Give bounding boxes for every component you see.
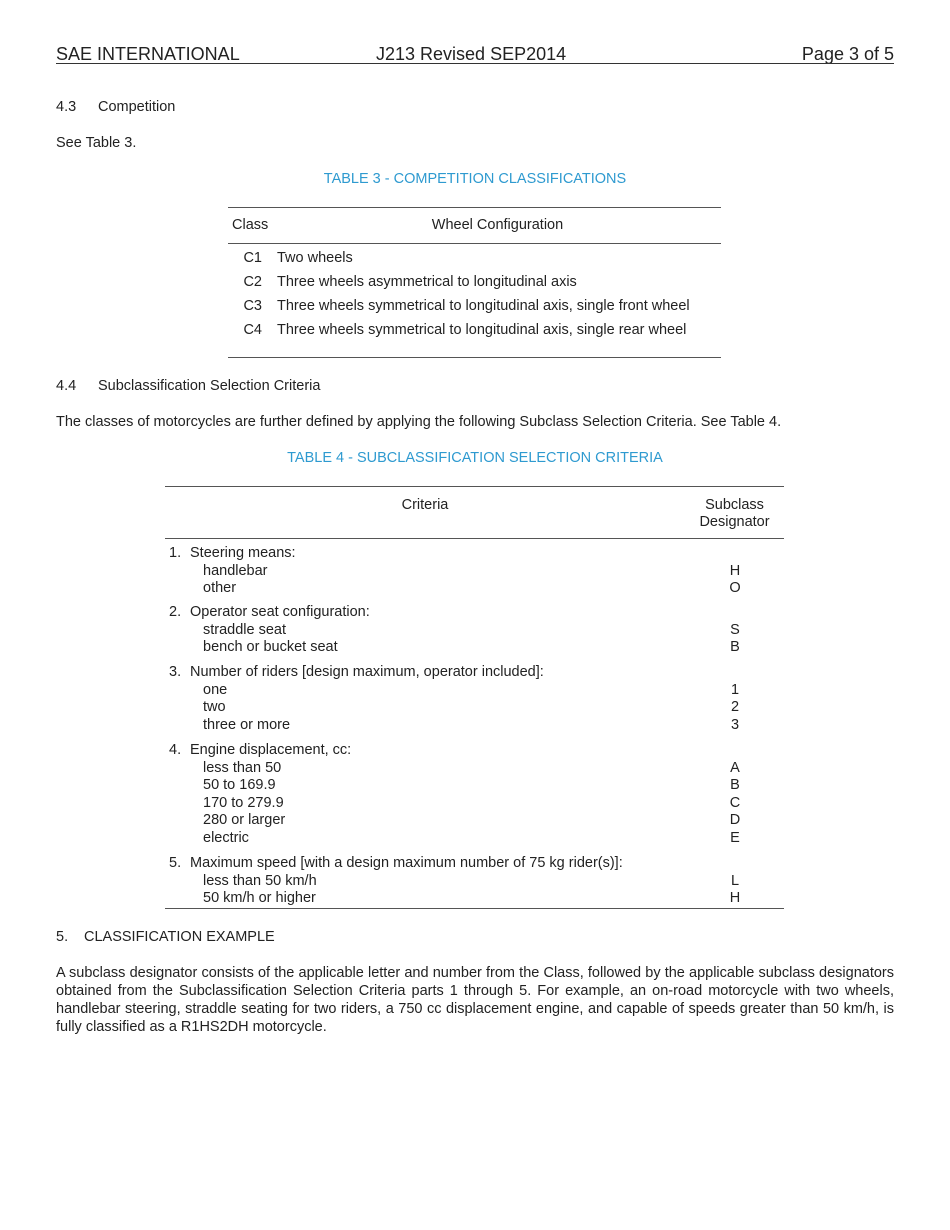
criteria-number: 2. [169,604,182,620]
table-row [0,322,950,346]
header-rule [56,63,894,64]
table3-header-config: Wheel Configuration [431,217,564,233]
table3-header-class: Class [232,217,269,233]
section-4-4-title: Subclassification Selection Criteria [98,378,321,394]
subclass-code: H [729,890,741,907]
subclass-code: D [729,812,741,829]
header-right: Page 3 of 5 [801,44,894,64]
section-4-3-title: Competition [98,99,176,115]
table-row [0,250,950,274]
criteria-number: 5. [169,855,182,871]
section-4-4-text: The classes of motorcycles are further defined by applying the following Subclass Selection Criteria. See Table 4. [56,414,782,430]
table3-caption: TABLE 3 - COMPETITION CLASSIFICATIONS [323,171,627,187]
section-4-3-text: See Table 3. [56,135,137,151]
subclass-code: E [730,830,740,846]
criteria-question: Number of riders [design maximum, operator included]: [190,664,544,680]
table3-row-class: C3 [243,298,262,314]
criteria-number: 3. [169,664,182,680]
criteria-option: less than 50 [203,759,282,776]
subclass-code: L [730,872,740,889]
subclass-code: O [729,580,741,597]
criteria-option: one [203,681,228,698]
table4-bottom-rule [165,908,784,909]
table4-caption: TABLE 4 - SUBCLASSIFICATION SELECTION CRITERIA [287,450,663,466]
table3-row-config: Three wheels symmetrical to longitudinal axis, single front wheel [277,298,690,314]
subclass-code: H [729,562,741,579]
subclass-code: B [730,639,740,656]
section-5-text: A subclass designator consists of the applicable letter and number from the Class, followed by the applicable subclass designators obtained from the Subclassification Selection Criteria parts 1 through 5. For example, an on-road motorcycle with two wheels, handlebar steering, straddle seating for two riders, a 750 cc displacement engine, and capable of speeds greater than 50 km/h, is fully classified as a R1HS2DH motorcycle. [56,965,894,1035]
criteria-option: three or more [203,716,291,733]
criteria-option: 50 km/h or higher [203,890,316,907]
criteria-option: less than 50 km/h [203,872,317,889]
header-left: SAE INTERNATIONAL [56,44,240,64]
criteria-option: 50 to 169.9 [203,777,276,794]
criteria-option: electric [203,830,249,846]
table4-top-rule [165,486,784,487]
section-5-number: 5. [56,929,69,945]
subclass-code: S [730,621,740,638]
table4-header-criteria: Criteria [401,497,449,513]
table3-row-class: C1 [243,250,262,266]
subclass-code: 2 [730,699,740,716]
subclass-code: C [729,794,741,811]
section-4-4-number: 4.4 [56,378,77,394]
table3-bottom-rule [228,357,721,358]
table-row [0,298,950,322]
criteria-option: 280 or larger [203,812,286,829]
criteria-question: Maximum speed [with a design maximum number of 75 kg rider(s)]: [190,855,623,871]
criteria-number: 4. [169,742,182,758]
section-4-3-number: 4.3 [56,99,77,115]
subclass-code: A [730,759,740,776]
subclass-code: B [730,777,740,794]
header-center: J213 Revised SEP2014 [376,44,567,64]
table3-row-class: C2 [243,274,262,290]
table4-header-rule [165,538,784,539]
criteria-option: bench or bucket seat [203,639,338,656]
criteria-option: 170 to 279.9 [203,794,284,811]
table3-row-config: Two wheels [277,250,353,266]
table3-top-rule [228,207,721,208]
criteria-question: Engine displacement, cc: [190,742,352,758]
table4-header-designator-1: Subclass [705,497,764,513]
criteria-option: straddle seat [203,621,287,638]
criteria-question: Operator seat configuration: [190,604,370,620]
table4-header-designator-2: Designator [699,514,770,530]
table3-row-class: C4 [243,322,262,338]
table3-row-config: Three wheels symmetrical to longitudinal axis, single rear wheel [277,322,687,338]
table3-header-rule [228,243,721,244]
table-row [0,274,950,298]
criteria-option: other [203,580,237,597]
section-5-title: CLASSIFICATION EXAMPLE [84,929,275,945]
criteria-question: Steering means: [190,545,296,561]
table3-row-config: Three wheels asymmetrical to longitudinal axis [277,274,577,290]
criteria-number: 1. [169,545,182,561]
subclass-code: 3 [730,716,740,733]
criteria-option: two [203,699,226,716]
criteria-option: handlebar [203,562,268,579]
subclass-code: 1 [730,681,740,698]
